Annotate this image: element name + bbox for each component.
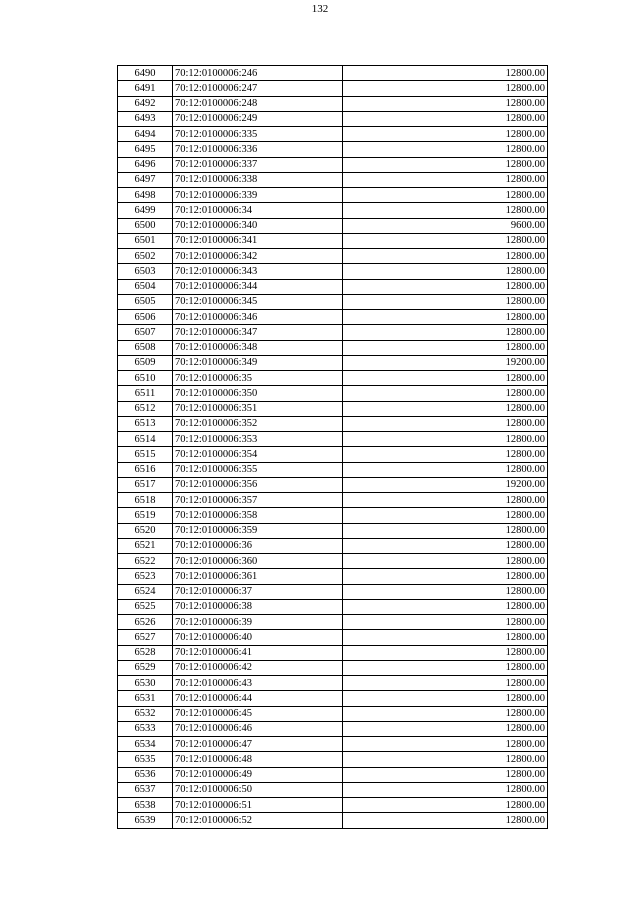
row-number-cell: 6491 xyxy=(118,81,173,96)
row-number-cell: 6519 xyxy=(118,508,173,523)
table-row xyxy=(118,188,548,203)
cadastral-number-cell: 70:12:0100006:36 xyxy=(173,538,343,553)
row-number-cell: 6537 xyxy=(118,782,173,797)
cadastral-number-cell: 70:12:0100006:361 xyxy=(173,569,343,584)
row-number-cell: 6503 xyxy=(118,264,173,279)
row-number-cell: 6525 xyxy=(118,599,173,614)
cadastral-number-cell: 70:12:0100006:349 xyxy=(173,355,343,370)
table-row xyxy=(118,493,548,508)
value-cell: 12800.00 xyxy=(343,157,548,172)
cadastral-number-cell: 70:12:0100006:344 xyxy=(173,279,343,294)
value-cell: 12800.00 xyxy=(343,569,548,584)
table-row xyxy=(118,706,548,721)
row-number-cell: 6535 xyxy=(118,752,173,767)
value-cell: 12800.00 xyxy=(343,599,548,614)
row-number-cell: 6508 xyxy=(118,340,173,355)
table-row xyxy=(118,813,548,828)
cadastral-number-cell: 70:12:0100006:339 xyxy=(173,188,343,203)
cadastral-number-cell: 70:12:0100006:43 xyxy=(173,676,343,691)
value-cell: 12800.00 xyxy=(343,447,548,462)
table-row xyxy=(118,416,548,431)
table-row xyxy=(118,523,548,538)
row-number-cell: 6534 xyxy=(118,737,173,752)
table-row xyxy=(118,569,548,584)
row-number-cell: 6520 xyxy=(118,523,173,538)
table-row xyxy=(118,279,548,294)
table-row xyxy=(118,660,548,675)
cadastral-number-cell: 70:12:0100006:45 xyxy=(173,706,343,721)
table-row xyxy=(118,355,548,370)
value-cell: 12800.00 xyxy=(343,96,548,111)
cadastral-number-cell: 70:12:0100006:34 xyxy=(173,203,343,218)
value-cell: 12800.00 xyxy=(343,523,548,538)
cadastral-number-cell: 70:12:0100006:345 xyxy=(173,294,343,309)
value-cell: 12800.00 xyxy=(343,538,548,553)
row-number-cell: 6539 xyxy=(118,813,173,828)
cadastral-number-cell: 70:12:0100006:338 xyxy=(173,172,343,187)
cadastral-number-cell: 70:12:0100006:342 xyxy=(173,249,343,264)
value-cell: 12800.00 xyxy=(343,676,548,691)
row-number-cell: 6497 xyxy=(118,172,173,187)
page-number: 132 xyxy=(311,3,329,15)
value-cell: 12800.00 xyxy=(343,752,548,767)
table-row xyxy=(118,752,548,767)
row-number-cell: 6523 xyxy=(118,569,173,584)
cadastral-number-cell: 70:12:0100006:354 xyxy=(173,447,343,462)
cadastral-number-cell: 70:12:0100006:39 xyxy=(173,615,343,630)
row-number-cell: 6511 xyxy=(118,386,173,401)
value-cell: 12800.00 xyxy=(343,462,548,477)
value-cell: 12800.00 xyxy=(343,798,548,813)
cadastral-number-cell: 70:12:0100006:351 xyxy=(173,401,343,416)
row-number-cell: 6499 xyxy=(118,203,173,218)
cadastral-number-cell: 70:12:0100006:247 xyxy=(173,81,343,96)
table-row xyxy=(118,645,548,660)
table-row xyxy=(118,233,548,248)
table-row xyxy=(118,599,548,614)
value-cell: 12800.00 xyxy=(343,416,548,431)
row-number-cell: 6530 xyxy=(118,676,173,691)
row-number-cell: 6510 xyxy=(118,371,173,386)
row-number-cell: 6526 xyxy=(118,615,173,630)
row-number-cell: 6504 xyxy=(118,279,173,294)
row-number-cell: 6494 xyxy=(118,127,173,142)
table-row xyxy=(118,798,548,813)
value-cell: 12800.00 xyxy=(343,172,548,187)
row-number-cell: 6518 xyxy=(118,493,173,508)
cadastral-number-cell: 70:12:0100006:249 xyxy=(173,111,343,126)
cadastral-number-cell: 70:12:0100006:246 xyxy=(173,66,343,81)
table-row xyxy=(118,691,548,706)
table-row xyxy=(118,447,548,462)
cadastral-number-cell: 70:12:0100006:38 xyxy=(173,599,343,614)
value-cell: 12800.00 xyxy=(343,767,548,782)
table-row xyxy=(118,249,548,264)
cadastral-number-cell: 70:12:0100006:341 xyxy=(173,233,343,248)
value-cell: 12800.00 xyxy=(343,66,548,81)
cadastral-number-cell: 70:12:0100006:51 xyxy=(173,798,343,813)
table-row xyxy=(118,721,548,736)
row-number-cell: 6509 xyxy=(118,355,173,370)
table-row xyxy=(118,676,548,691)
cadastral-number-cell: 70:12:0100006:40 xyxy=(173,630,343,645)
row-number-cell: 6532 xyxy=(118,706,173,721)
cadastral-number-cell: 70:12:0100006:47 xyxy=(173,737,343,752)
row-number-cell: 6515 xyxy=(118,447,173,462)
row-number-cell: 6524 xyxy=(118,584,173,599)
row-number-cell: 6528 xyxy=(118,645,173,660)
cadastral-number-cell: 70:12:0100006:41 xyxy=(173,645,343,660)
value-cell: 12800.00 xyxy=(343,401,548,416)
value-cell: 9600.00 xyxy=(343,218,548,233)
row-number-cell: 6536 xyxy=(118,767,173,782)
cadastral-number-cell: 70:12:0100006:46 xyxy=(173,721,343,736)
value-cell: 12800.00 xyxy=(343,264,548,279)
value-cell: 12800.00 xyxy=(343,584,548,599)
cadastral-number-cell: 70:12:0100006:50 xyxy=(173,782,343,797)
table-row xyxy=(118,554,548,569)
cadastral-value-table xyxy=(117,65,548,829)
table-row xyxy=(118,142,548,157)
value-cell: 12800.00 xyxy=(343,386,548,401)
cadastral-number-cell: 70:12:0100006:35 xyxy=(173,371,343,386)
value-cell: 12800.00 xyxy=(343,721,548,736)
table-row xyxy=(118,340,548,355)
row-number-cell: 6531 xyxy=(118,691,173,706)
table-body xyxy=(118,66,548,829)
row-number-cell: 6517 xyxy=(118,477,173,492)
cadastral-number-cell: 70:12:0100006:340 xyxy=(173,218,343,233)
value-cell: 12800.00 xyxy=(343,325,548,340)
table-row xyxy=(118,96,548,111)
value-cell: 12800.00 xyxy=(343,233,548,248)
row-number-cell: 6506 xyxy=(118,310,173,325)
table-row xyxy=(118,782,548,797)
row-number-cell: 6527 xyxy=(118,630,173,645)
row-number-cell: 6500 xyxy=(118,218,173,233)
value-cell: 12800.00 xyxy=(343,782,548,797)
cadastral-number-cell: 70:12:0100006:335 xyxy=(173,127,343,142)
cadastral-number-cell: 70:12:0100006:42 xyxy=(173,660,343,675)
table-row xyxy=(118,294,548,309)
value-cell: 12800.00 xyxy=(343,371,548,386)
cadastral-number-cell: 70:12:0100006:348 xyxy=(173,340,343,355)
value-cell: 19200.00 xyxy=(343,355,548,370)
value-cell: 12800.00 xyxy=(343,294,548,309)
value-cell: 12800.00 xyxy=(343,813,548,828)
value-cell: 12800.00 xyxy=(343,340,548,355)
value-cell: 12800.00 xyxy=(343,660,548,675)
row-number-cell: 6514 xyxy=(118,432,173,447)
value-cell: 12800.00 xyxy=(343,249,548,264)
table-row xyxy=(118,584,548,599)
cadastral-number-cell: 70:12:0100006:44 xyxy=(173,691,343,706)
value-cell: 12800.00 xyxy=(343,432,548,447)
value-cell: 12800.00 xyxy=(343,691,548,706)
value-cell: 12800.00 xyxy=(343,615,548,630)
cadastral-number-cell: 70:12:0100006:346 xyxy=(173,310,343,325)
value-cell: 12800.00 xyxy=(343,142,548,157)
row-number-cell: 6533 xyxy=(118,721,173,736)
value-cell: 12800.00 xyxy=(343,188,548,203)
table-row xyxy=(118,508,548,523)
cadastral-number-cell: 70:12:0100006:52 xyxy=(173,813,343,828)
row-number-cell: 6513 xyxy=(118,416,173,431)
table-row xyxy=(118,615,548,630)
cadastral-number-cell: 70:12:0100006:352 xyxy=(173,416,343,431)
row-number-cell: 6501 xyxy=(118,233,173,248)
table-row xyxy=(118,111,548,126)
row-number-cell: 6512 xyxy=(118,401,173,416)
cadastral-number-cell: 70:12:0100006:347 xyxy=(173,325,343,340)
cadastral-number-cell: 70:12:0100006:356 xyxy=(173,477,343,492)
value-cell: 12800.00 xyxy=(343,111,548,126)
value-cell: 12800.00 xyxy=(343,279,548,294)
cadastral-number-cell: 70:12:0100006:355 xyxy=(173,462,343,477)
table-row xyxy=(118,432,548,447)
cadastral-number-cell: 70:12:0100006:37 xyxy=(173,584,343,599)
row-number-cell: 6505 xyxy=(118,294,173,309)
table-row xyxy=(118,477,548,492)
table-row xyxy=(118,401,548,416)
table-row xyxy=(118,310,548,325)
table-row xyxy=(118,462,548,477)
value-cell: 12800.00 xyxy=(343,554,548,569)
table-row xyxy=(118,767,548,782)
row-number-cell: 6493 xyxy=(118,111,173,126)
row-number-cell: 6507 xyxy=(118,325,173,340)
table-row xyxy=(118,386,548,401)
row-number-cell: 6495 xyxy=(118,142,173,157)
cadastral-number-cell: 70:12:0100006:337 xyxy=(173,157,343,172)
row-number-cell: 6529 xyxy=(118,660,173,675)
row-number-cell: 6490 xyxy=(118,66,173,81)
cadastral-number-cell: 70:12:0100006:360 xyxy=(173,554,343,569)
row-number-cell: 6521 xyxy=(118,538,173,553)
table-row xyxy=(118,630,548,645)
value-cell: 12800.00 xyxy=(343,81,548,96)
table-row xyxy=(118,218,548,233)
table-row xyxy=(118,203,548,218)
value-cell: 12800.00 xyxy=(343,203,548,218)
value-cell: 12800.00 xyxy=(343,310,548,325)
cadastral-number-cell: 70:12:0100006:353 xyxy=(173,432,343,447)
table-row xyxy=(118,737,548,752)
table-row xyxy=(118,538,548,553)
cadastral-number-cell: 70:12:0100006:357 xyxy=(173,493,343,508)
value-cell: 12800.00 xyxy=(343,508,548,523)
row-number-cell: 6502 xyxy=(118,249,173,264)
cadastral-number-cell: 70:12:0100006:358 xyxy=(173,508,343,523)
row-number-cell: 6522 xyxy=(118,554,173,569)
table-row xyxy=(118,172,548,187)
table-row xyxy=(118,127,548,142)
row-number-cell: 6496 xyxy=(118,157,173,172)
row-number-cell: 6538 xyxy=(118,798,173,813)
table-row xyxy=(118,157,548,172)
value-cell: 12800.00 xyxy=(343,630,548,645)
table-row xyxy=(118,325,548,340)
cadastral-number-cell: 70:12:0100006:359 xyxy=(173,523,343,538)
cadastral-number-cell: 70:12:0100006:248 xyxy=(173,96,343,111)
cadastral-number-cell: 70:12:0100006:336 xyxy=(173,142,343,157)
value-cell: 19200.00 xyxy=(343,477,548,492)
value-cell: 12800.00 xyxy=(343,645,548,660)
cadastral-number-cell: 70:12:0100006:350 xyxy=(173,386,343,401)
table-row xyxy=(118,81,548,96)
cadastral-number-cell: 70:12:0100006:49 xyxy=(173,767,343,782)
cadastral-number-cell: 70:12:0100006:48 xyxy=(173,752,343,767)
value-cell: 12800.00 xyxy=(343,737,548,752)
cadastral-number-cell: 70:12:0100006:343 xyxy=(173,264,343,279)
row-number-cell: 6492 xyxy=(118,96,173,111)
row-number-cell: 6498 xyxy=(118,188,173,203)
table-row xyxy=(118,66,548,81)
value-cell: 12800.00 xyxy=(343,493,548,508)
value-cell: 12800.00 xyxy=(343,127,548,142)
value-cell: 12800.00 xyxy=(343,706,548,721)
table-row xyxy=(118,264,548,279)
row-number-cell: 6516 xyxy=(118,462,173,477)
table-row xyxy=(118,371,548,386)
